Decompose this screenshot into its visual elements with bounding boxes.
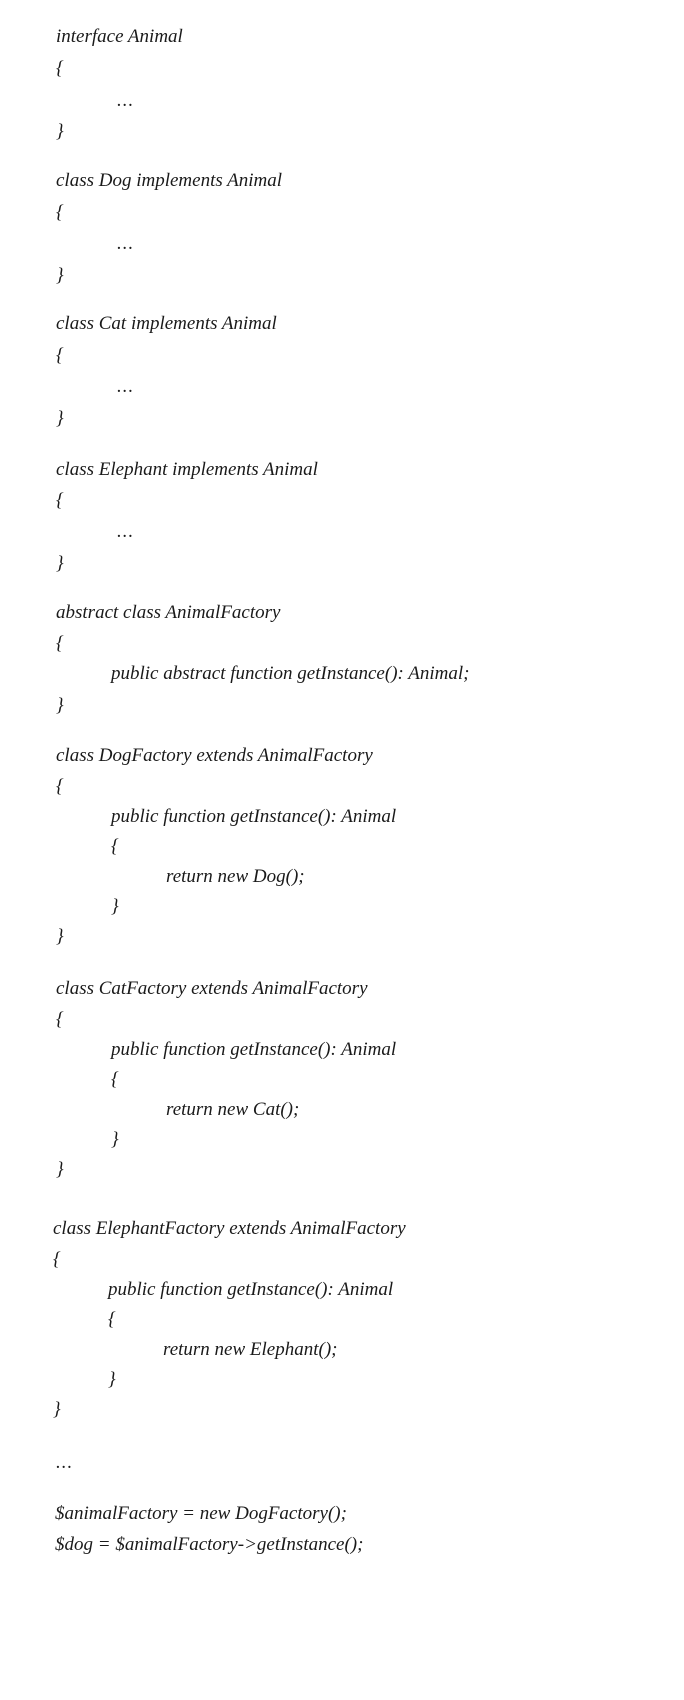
code-line: } (53, 1399, 61, 1420)
code-line: { (53, 1249, 61, 1270)
code-line: { (111, 836, 119, 857)
code-line: class Dog implements Animal (56, 170, 283, 191)
code-line: { (56, 58, 64, 79)
code-line: { (56, 1009, 64, 1030)
code-line: return new Elephant(); (163, 1339, 338, 1360)
code-line: public function getInstance(): Animal (108, 1279, 394, 1300)
code-line: public function getInstance(): Animal (111, 1039, 397, 1060)
code-line: $dog = $animalFactory->getInstance(); (55, 1534, 364, 1555)
code-line: { (56, 202, 64, 223)
code-line: public abstract function getInstance(): Animal; (111, 663, 470, 684)
code-line: { (56, 490, 64, 511)
code-line: ... (117, 90, 135, 111)
code-line: { (108, 1309, 116, 1330)
code-line: ... (117, 376, 135, 397)
code-line: class CatFactory extends AnimalFactory (56, 978, 368, 999)
code-line: public function getInstance(): Animal (111, 806, 397, 827)
code-line: class Elephant implements Animal (56, 459, 318, 480)
code-line: { (56, 776, 64, 797)
code-line: } (56, 926, 64, 947)
code-line: class Cat implements Animal (56, 313, 277, 334)
code-line: } (111, 1129, 119, 1150)
code-line: } (56, 1159, 64, 1180)
code-line: interface Animal (56, 26, 183, 47)
code-line: return new Dog(); (166, 866, 305, 887)
code-line: { (111, 1069, 119, 1090)
code-line: abstract class AnimalFactory (56, 602, 281, 623)
code-line: ... (117, 233, 135, 254)
code-line: } (56, 695, 64, 716)
code-line: ... (117, 521, 135, 542)
code-line: ... (56, 1452, 74, 1473)
code-line: } (111, 896, 119, 917)
code-line: return new Cat(); (166, 1099, 300, 1120)
code-line: class DogFactory extends AnimalFactory (56, 745, 373, 766)
code-line: } (108, 1369, 116, 1390)
code-line: { (56, 633, 64, 654)
code-line: } (56, 408, 64, 429)
code-line: } (56, 553, 64, 574)
code-line: } (56, 121, 64, 142)
code-line: } (56, 265, 64, 286)
code-line: class ElephantFactory extends AnimalFactory (53, 1218, 406, 1239)
code-line: $animalFactory = new DogFactory(); (55, 1503, 347, 1524)
code-line: { (56, 345, 64, 366)
